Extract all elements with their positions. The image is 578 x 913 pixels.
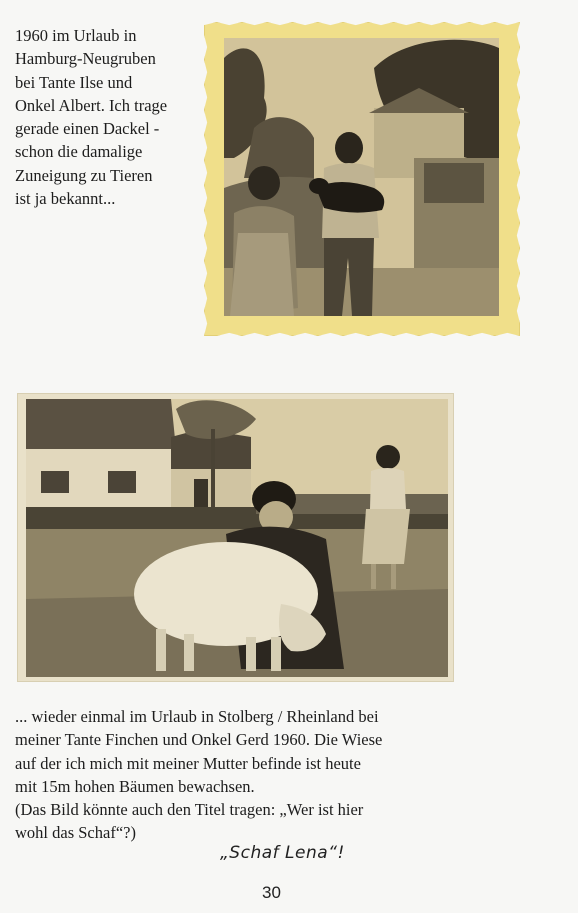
- handwritten-note: „Schaf Lena“!: [220, 843, 345, 863]
- caption-bottom: ... wieder einmal im Urlaub in Stolberg / Rheinland bei meiner Tante Finchen und Onkel Gerd 1960. Die Wiese auf der ich mich mit meiner Mutter befinde ist heute mit 15m hohen Bäumen bewachsen. (Das Bild könnte auch den Titel tragen: „Wer ist hier wohl das Schaf“?): [15, 707, 383, 843]
- caption-top: 1960 im Urlaub in Hamburg-Neugruben bei Tante Ilse und Onkel Albert. Ich trage gerade einen Dackel - schon die damalige Zuneigung zu Tieren ist ja bekannt...: [15, 26, 168, 209]
- page-number: 30: [262, 883, 281, 902]
- photo-sheep: [26, 399, 448, 677]
- photo-dachshund: [224, 38, 499, 316]
